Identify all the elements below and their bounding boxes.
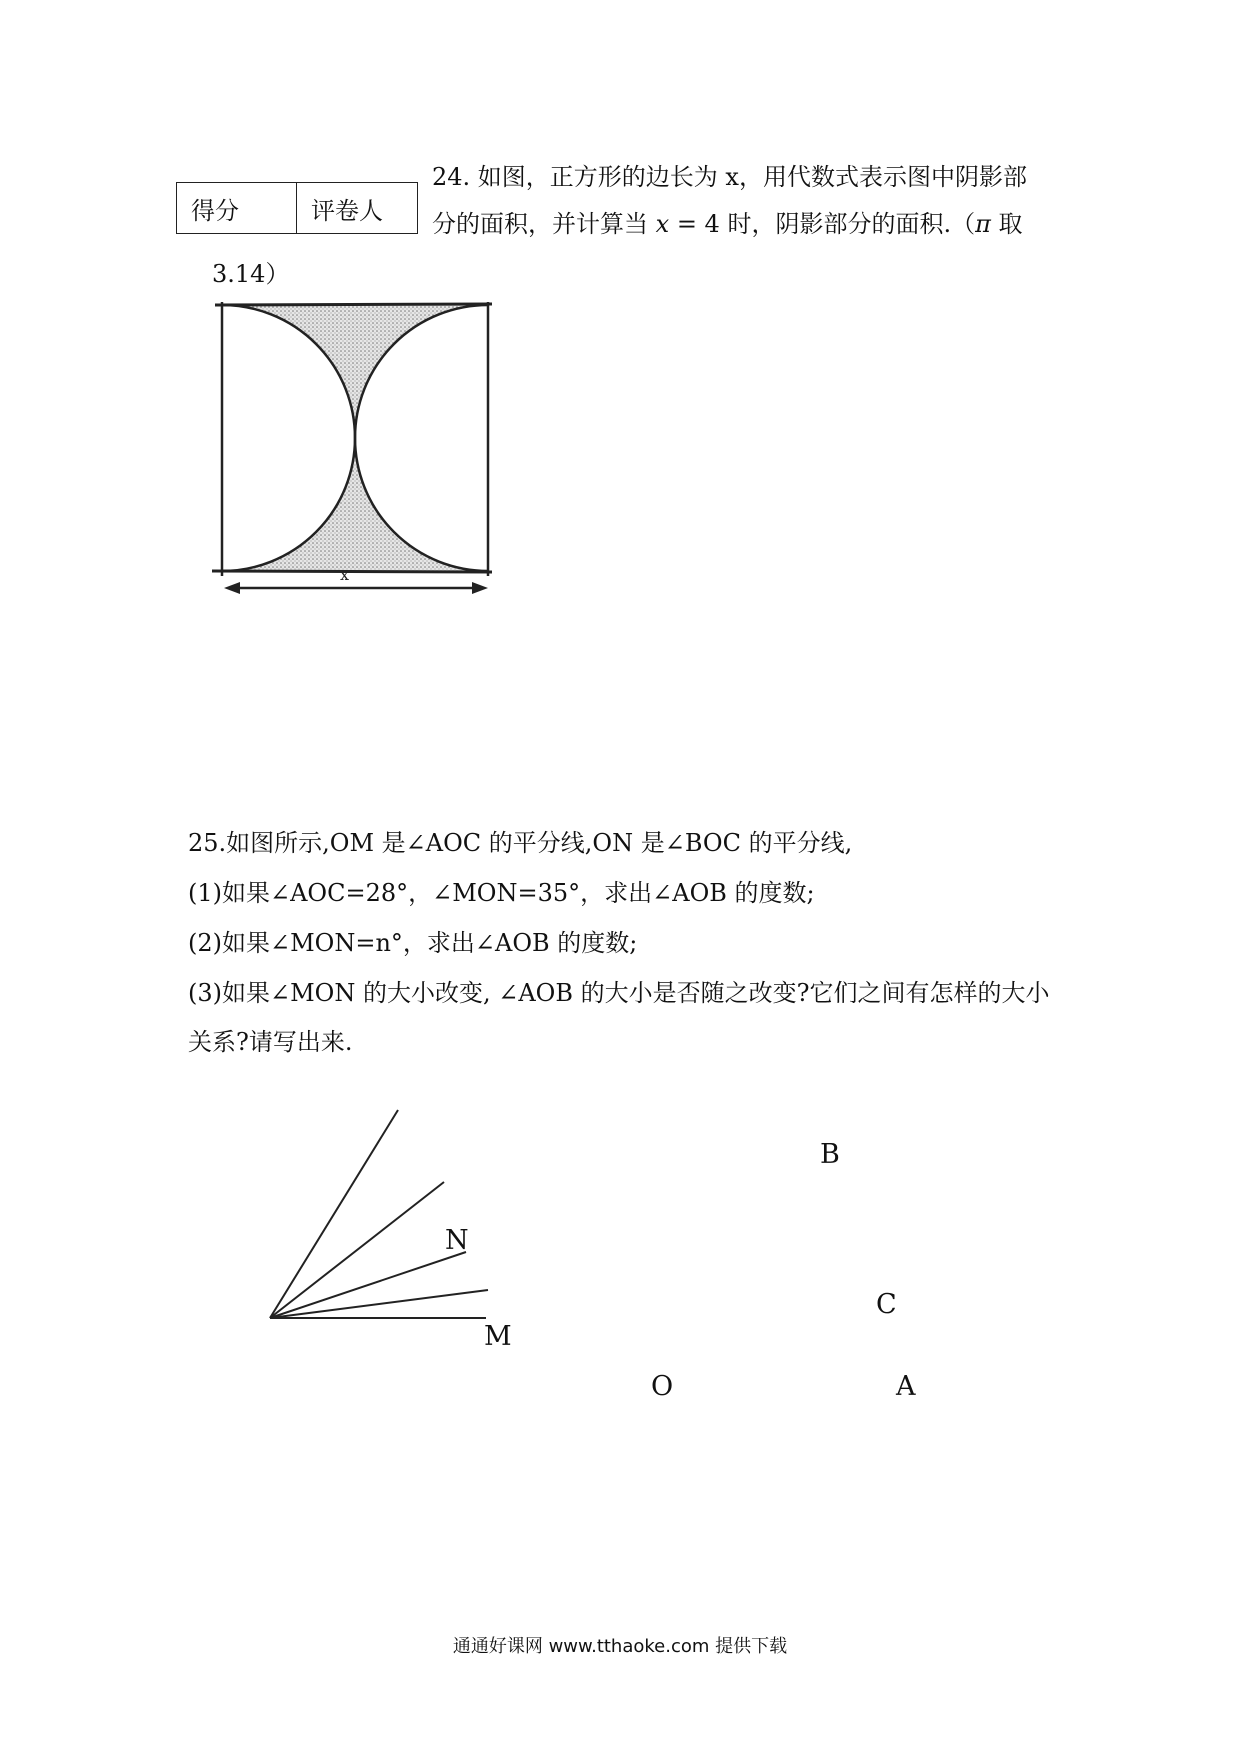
q24-line2-a: 分的面积，并计算当 (432, 210, 656, 238)
label-C: C (876, 1289, 897, 1320)
label-B: B (820, 1139, 840, 1170)
shaded-region-top (222, 305, 488, 438)
ray-3 (270, 1252, 466, 1318)
q25-rays-figure (260, 1100, 510, 1340)
q24-line2 (432, 207, 1023, 241)
ray-2 (270, 1182, 444, 1318)
q24-line1: 24. 如图，正方形的边长为 x，用代数式表示图中阴影部 (432, 163, 1027, 191)
label-O: O (651, 1371, 674, 1402)
grader-label: 评卷人 (297, 183, 418, 234)
dimension-label-x: x (340, 565, 350, 584)
q24-pi: π (975, 210, 991, 238)
score-table (176, 182, 418, 234)
arrowhead-left (224, 582, 240, 594)
q24-line2-b: = 4 时，阴影部分的面积.（ (669, 210, 976, 238)
q25-part1: (1)如果∠AOC=28°，∠MON=35°，求出∠AOB 的度数; (188, 879, 815, 907)
q24-variable-x: x (655, 210, 670, 238)
shaded-region-bottom (222, 438, 488, 571)
square-bottom-edge (212, 571, 492, 572)
page-footer: 通通好课网 www.tthaoke.com 提供下载 (452, 1636, 788, 1657)
q24-square-figure (200, 290, 510, 610)
q25-part2: (2)如果∠MON=n°，求出∠AOB 的度数; (188, 929, 638, 957)
ray-4 (270, 1290, 488, 1318)
arrowhead-right (472, 582, 488, 594)
label-A: A (896, 1371, 916, 1402)
q25-stem: 25.如图所示,OM 是∠AOC 的平分线,ON 是∠BOC 的平分线, (188, 829, 853, 857)
label-N: N (445, 1225, 469, 1256)
square-top-edge (215, 304, 492, 305)
q24-line3: 3.14） (212, 260, 290, 288)
label-M: M (484, 1321, 512, 1352)
score-label: 得分 (177, 183, 297, 234)
q25-part3-line2: 关系?请写出来. (188, 1028, 353, 1056)
ray-1 (270, 1110, 398, 1318)
q24-line2-c: 取 (990, 210, 1023, 238)
q25-part3-line1: (3)如果∠MON 的大小改变, ∠AOB 的大小是否随之改变?它们之间有怎样的大小 (188, 979, 1050, 1007)
